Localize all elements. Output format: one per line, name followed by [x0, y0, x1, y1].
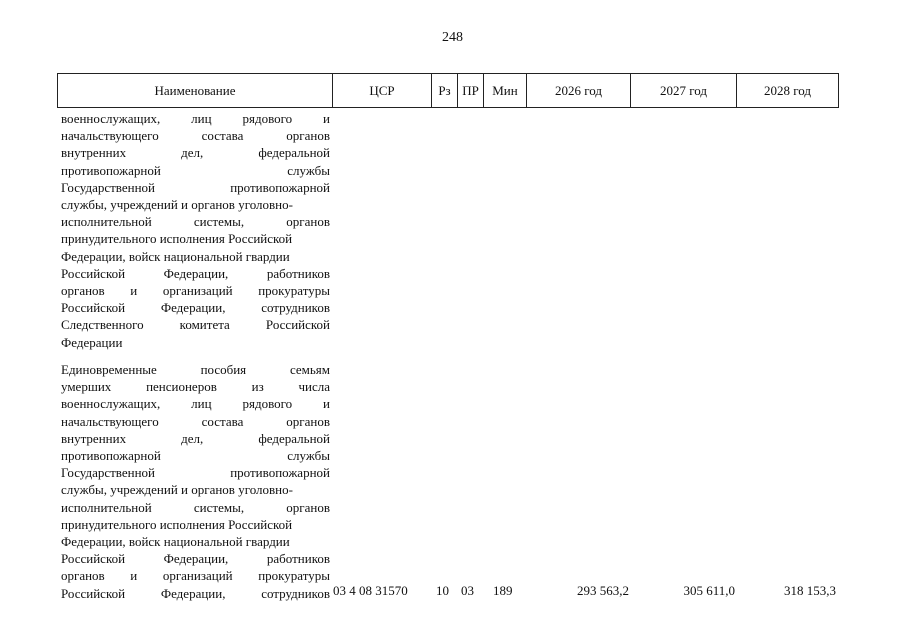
cell-2028: 318 153,3	[784, 583, 836, 598]
word: федеральной	[258, 430, 330, 446]
word: прокуратуры	[258, 283, 330, 299]
word: принудительного исполнения Российской	[61, 516, 293, 532]
word: принудительного исполнения Российской	[61, 231, 293, 247]
text-line	[61, 567, 330, 584]
text-line	[61, 127, 330, 144]
word: системы,	[193, 214, 245, 230]
header-name: Наименование	[58, 74, 333, 107]
text-line	[61, 213, 330, 230]
text-line	[61, 361, 330, 378]
word: военнослужащих,	[61, 396, 161, 412]
text-line	[61, 378, 330, 395]
row-name-continued	[61, 110, 330, 351]
word: семьям	[289, 362, 330, 377]
text-line	[61, 230, 330, 247]
word: Федерации	[61, 334, 123, 350]
text-line	[61, 110, 330, 127]
word: Федерации, войск национальной гвардии	[61, 534, 290, 550]
cell-pr: 03	[461, 583, 474, 598]
word: исполнительной	[61, 499, 152, 515]
word: сотрудников	[261, 585, 330, 601]
text-line	[61, 282, 330, 299]
word: Российской	[265, 317, 330, 333]
word: прокуратуры	[258, 568, 330, 584]
word: пособия	[200, 362, 247, 377]
word: службы, учреждений и органов уголовно-	[61, 482, 293, 498]
word: дел,	[181, 430, 204, 446]
page-number: 248	[442, 30, 463, 45]
header-2026: 2026 год	[527, 74, 631, 107]
word: службы	[287, 448, 330, 464]
cell-min: 189	[493, 583, 513, 598]
word: исполнительной	[61, 214, 152, 230]
word: сотрудников	[261, 300, 330, 316]
header-2028: 2028 год	[764, 82, 811, 98]
word: Российской	[61, 265, 126, 281]
word: состава	[201, 128, 244, 144]
word: начальствующего	[61, 128, 159, 144]
text-line	[61, 299, 330, 316]
word: противопожарной	[61, 162, 161, 178]
text-line	[61, 334, 330, 351]
table-header	[57, 73, 839, 108]
word: Российской	[61, 300, 126, 316]
text-line	[61, 464, 330, 481]
word: органов	[61, 568, 105, 584]
text-line	[61, 516, 330, 533]
cell-2027: 305 611,0	[683, 583, 735, 598]
word: комитета	[179, 317, 230, 333]
cell-csr: 03 4 08 31570	[333, 583, 408, 598]
text-line	[61, 162, 330, 179]
header-min: Мин	[484, 74, 527, 107]
word: органов	[286, 128, 330, 144]
word: начальствующего	[61, 413, 159, 429]
text-line	[61, 533, 330, 550]
word: работников	[266, 265, 330, 281]
cell-2026: 293 563,2	[577, 583, 629, 598]
word: Федерации,	[160, 585, 226, 601]
word: внутренних	[61, 430, 127, 446]
word: системы,	[193, 499, 245, 515]
row-name-lump-sum-benefits	[61, 361, 330, 602]
word: Федерации,	[163, 551, 229, 567]
header-rz: Рз	[432, 74, 458, 107]
cell-rz: 10	[436, 583, 449, 598]
word: Федерации,	[160, 300, 226, 316]
word: организаций	[162, 283, 233, 299]
word: органов	[286, 413, 330, 429]
word: умерших	[61, 379, 112, 395]
text-line	[61, 413, 330, 430]
word: органов	[61, 283, 105, 299]
word: Федерации,	[163, 265, 229, 281]
word: дел,	[181, 145, 204, 161]
word: противопожарной	[61, 448, 161, 464]
header-csr: ЦСР	[333, 74, 432, 107]
word: и	[323, 396, 330, 412]
word: Российской	[61, 551, 126, 567]
text-line	[61, 585, 330, 602]
word: рядового	[242, 111, 293, 126]
word: федеральной	[258, 145, 330, 161]
word: организаций	[162, 568, 233, 584]
word: военнослужащих,	[61, 111, 161, 126]
text-line	[61, 395, 330, 412]
word: и	[130, 568, 138, 584]
header-pr: ПР	[458, 74, 484, 107]
word: состава	[201, 413, 244, 429]
word: органов	[286, 214, 330, 230]
header-2027: 2027 год	[631, 74, 737, 107]
word: из	[251, 379, 264, 395]
word: работников	[266, 551, 330, 567]
text-line	[61, 196, 330, 213]
word: Российской	[61, 585, 126, 601]
word: Государственной	[61, 179, 156, 195]
word: внутренних	[61, 145, 127, 161]
text-line	[61, 481, 330, 498]
word: лиц	[191, 111, 212, 126]
text-line	[61, 179, 330, 196]
word: рядового	[242, 396, 293, 412]
word: Государственной	[61, 465, 156, 481]
text-line	[61, 430, 330, 447]
word: противопожарной	[230, 179, 330, 195]
word: Следственного	[61, 317, 144, 333]
word: пенсионеров	[146, 379, 217, 395]
text-line	[61, 550, 330, 567]
word: службы	[287, 162, 330, 178]
word: и	[323, 111, 330, 126]
word: числа	[298, 379, 330, 395]
word: и	[130, 283, 138, 299]
word: службы, учреждений и органов уголовно-	[61, 197, 293, 213]
word: противопожарной	[230, 465, 330, 481]
word: Единовременные	[61, 362, 157, 377]
text-line	[61, 144, 330, 161]
text-line	[61, 248, 330, 265]
text-line	[61, 265, 330, 282]
text-line	[61, 499, 330, 516]
word: лиц	[191, 396, 212, 412]
text-line	[61, 447, 330, 464]
text-line	[61, 316, 330, 333]
word: Федерации, войск национальной гвардии	[61, 248, 290, 264]
word: органов	[286, 499, 330, 515]
